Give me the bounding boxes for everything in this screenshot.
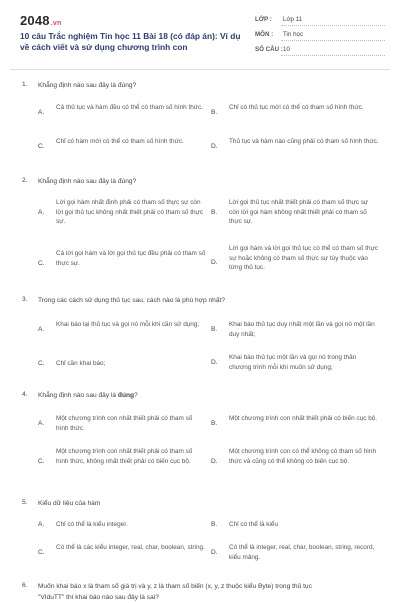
header-divider — [10, 69, 390, 70]
question-text — [38, 391, 378, 401]
option-label: C. — [38, 143, 45, 150]
question-text-post: ? — [134, 392, 138, 399]
option-text: Khai báo thủ tục duy nhất một lần và gọi nó một lần duy nhất; — [229, 321, 375, 338]
question-number: 1. — [22, 81, 28, 88]
meta-socau-underline — [281, 55, 385, 56]
option-text: Cả thủ tục và hàm đều có thể có tham số hình thức. — [56, 104, 204, 111]
question-number: 5. — [22, 499, 28, 506]
option-label: D. — [211, 549, 218, 556]
question-text: Muốn khai báo x là tham số giá trị và y, z là tham số biến (x, y, z thuộc kiểu Byte) trong thủ tục — [38, 583, 312, 590]
option-label: B. — [211, 521, 218, 528]
question-text-pre: Khẳng định nào sau đây là — [38, 392, 118, 399]
option-text: Chỉ có thể là kiểu — [229, 521, 279, 528]
option-label: C. — [38, 458, 45, 465]
option-text: Chỉ có thể là kiểu integer. — [56, 521, 128, 528]
page-header — [0, 0, 400, 64]
option-label: A. — [38, 109, 45, 116]
option-label: A. — [38, 521, 45, 528]
option-label: C. — [38, 260, 45, 267]
option-label: A. — [38, 209, 45, 216]
option-label: B. — [211, 326, 218, 333]
meta-lop-value: Lớp 11 — [283, 16, 303, 23]
meta-socau-value: 10 — [283, 46, 290, 53]
meta-lop-underline — [281, 25, 385, 26]
option-label: D. — [211, 143, 218, 150]
option-text: Lời gọi hàm nhất định phải có tham số thực sự còn lời gọi thủ tục không nhất thiết phải có tham số thực sự. — [56, 199, 204, 225]
option-text: Khai báo thủ tục một lần và gọi nó trong thân chương trình mỗi khi muốn sử dụng; — [229, 354, 357, 371]
option-text: Một chương trình con nhất thiết phải có tham số hình thức, không nhất thiết phải có biến cục bộ. — [56, 448, 193, 465]
question-text: Khẳng định nào sau đây là đúng? — [38, 82, 137, 89]
option-label: A. — [38, 326, 45, 333]
option-label: B. — [211, 109, 218, 116]
meta-lop-label: LỚP : — [255, 16, 272, 23]
question-number: 2. — [22, 177, 28, 184]
option-text: Chỉ có thủ tục mới có thể có tham số hình thức. — [229, 104, 364, 111]
question-text: "VIduTT" thì khai báo nào sau đây là sai? — [38, 594, 159, 601]
meta-mon-underline — [281, 40, 385, 41]
option-label: B. — [211, 420, 218, 427]
logo-text: 2048 — [20, 13, 50, 28]
site-logo[interactable] — [20, 13, 61, 28]
option-text: Có thể là các kiểu integer, real, char, boolean, string. — [56, 544, 205, 551]
page-title: 10 câu Trắc nghiệm Tin học 11 Bài 18 (có đáp án): Ví dụ về cách viết và sử dụng chương trình con — [20, 31, 241, 52]
question-number: 6. — [22, 582, 28, 589]
meta-mon-value: Tin học — [283, 31, 304, 38]
question-number: 4. — [22, 391, 28, 398]
option-label: D. — [211, 259, 218, 266]
meta-mon-label: MÔN : — [255, 31, 274, 38]
option-text: Lời gọi thủ tục nhất thiết phải có tham số thực sự còn lời gọi hàm không nhất thiết phải có tham số thực sự. — [229, 199, 369, 225]
option-text: Có thể là integer, real, char, boolean, string, record, kiểu mảng. — [229, 544, 375, 561]
question-text: Khẳng định nào sau đây là đúng? — [38, 178, 137, 185]
option-text: Một chương trình con nhất thiết phải có biến cục bộ. — [229, 415, 378, 422]
option-label: D. — [211, 458, 218, 465]
option-label: D. — [211, 359, 218, 366]
question-text: Kiểu dữ liệu của hàm — [38, 500, 101, 507]
option-label: B. — [211, 209, 218, 216]
option-text: Lời gọi hàm và lời gọi thủ tục có thể có tham số thực sự hoặc không có tham số thực sự tùy thuộc vào từng thủ tục. — [229, 245, 379, 271]
meta-socau-label: SỐ CÂU : — [255, 46, 283, 53]
question-number: 3. — [22, 296, 28, 303]
option-text: Thủ tục và hàm nào cũng phải có tham số hình thức. — [229, 138, 379, 145]
option-label: C. — [38, 549, 45, 556]
option-text: Chỉ cần khai báo; — [56, 360, 106, 367]
question-text-emphasis: đúng — [117, 392, 135, 399]
logo-suffix: .vn — [50, 20, 62, 27]
option-text: Cả lời gọi hàm và lời gọi thủ tục đều phải có tham số thực sự. — [56, 250, 206, 267]
option-label: C. — [38, 360, 45, 367]
option-text: Một chương trình con có thể không có tham số hình thức và cũng có thể không có biến cục bộ. — [229, 448, 377, 465]
option-text: Chỉ có hàm mới có thể có tham số hình thức. — [56, 138, 184, 145]
option-text: Khai báo lại thủ tục và gọi nó mỗi khi cần sử dụng; — [56, 321, 200, 328]
option-text: Một chương trình con nhất thiết phải có tham số hình thức. — [56, 415, 193, 432]
option-label: A. — [38, 420, 45, 427]
question-text: Trong các cách sử dụng thủ tục sau, cách nào là phù hợp nhất? — [38, 297, 226, 304]
